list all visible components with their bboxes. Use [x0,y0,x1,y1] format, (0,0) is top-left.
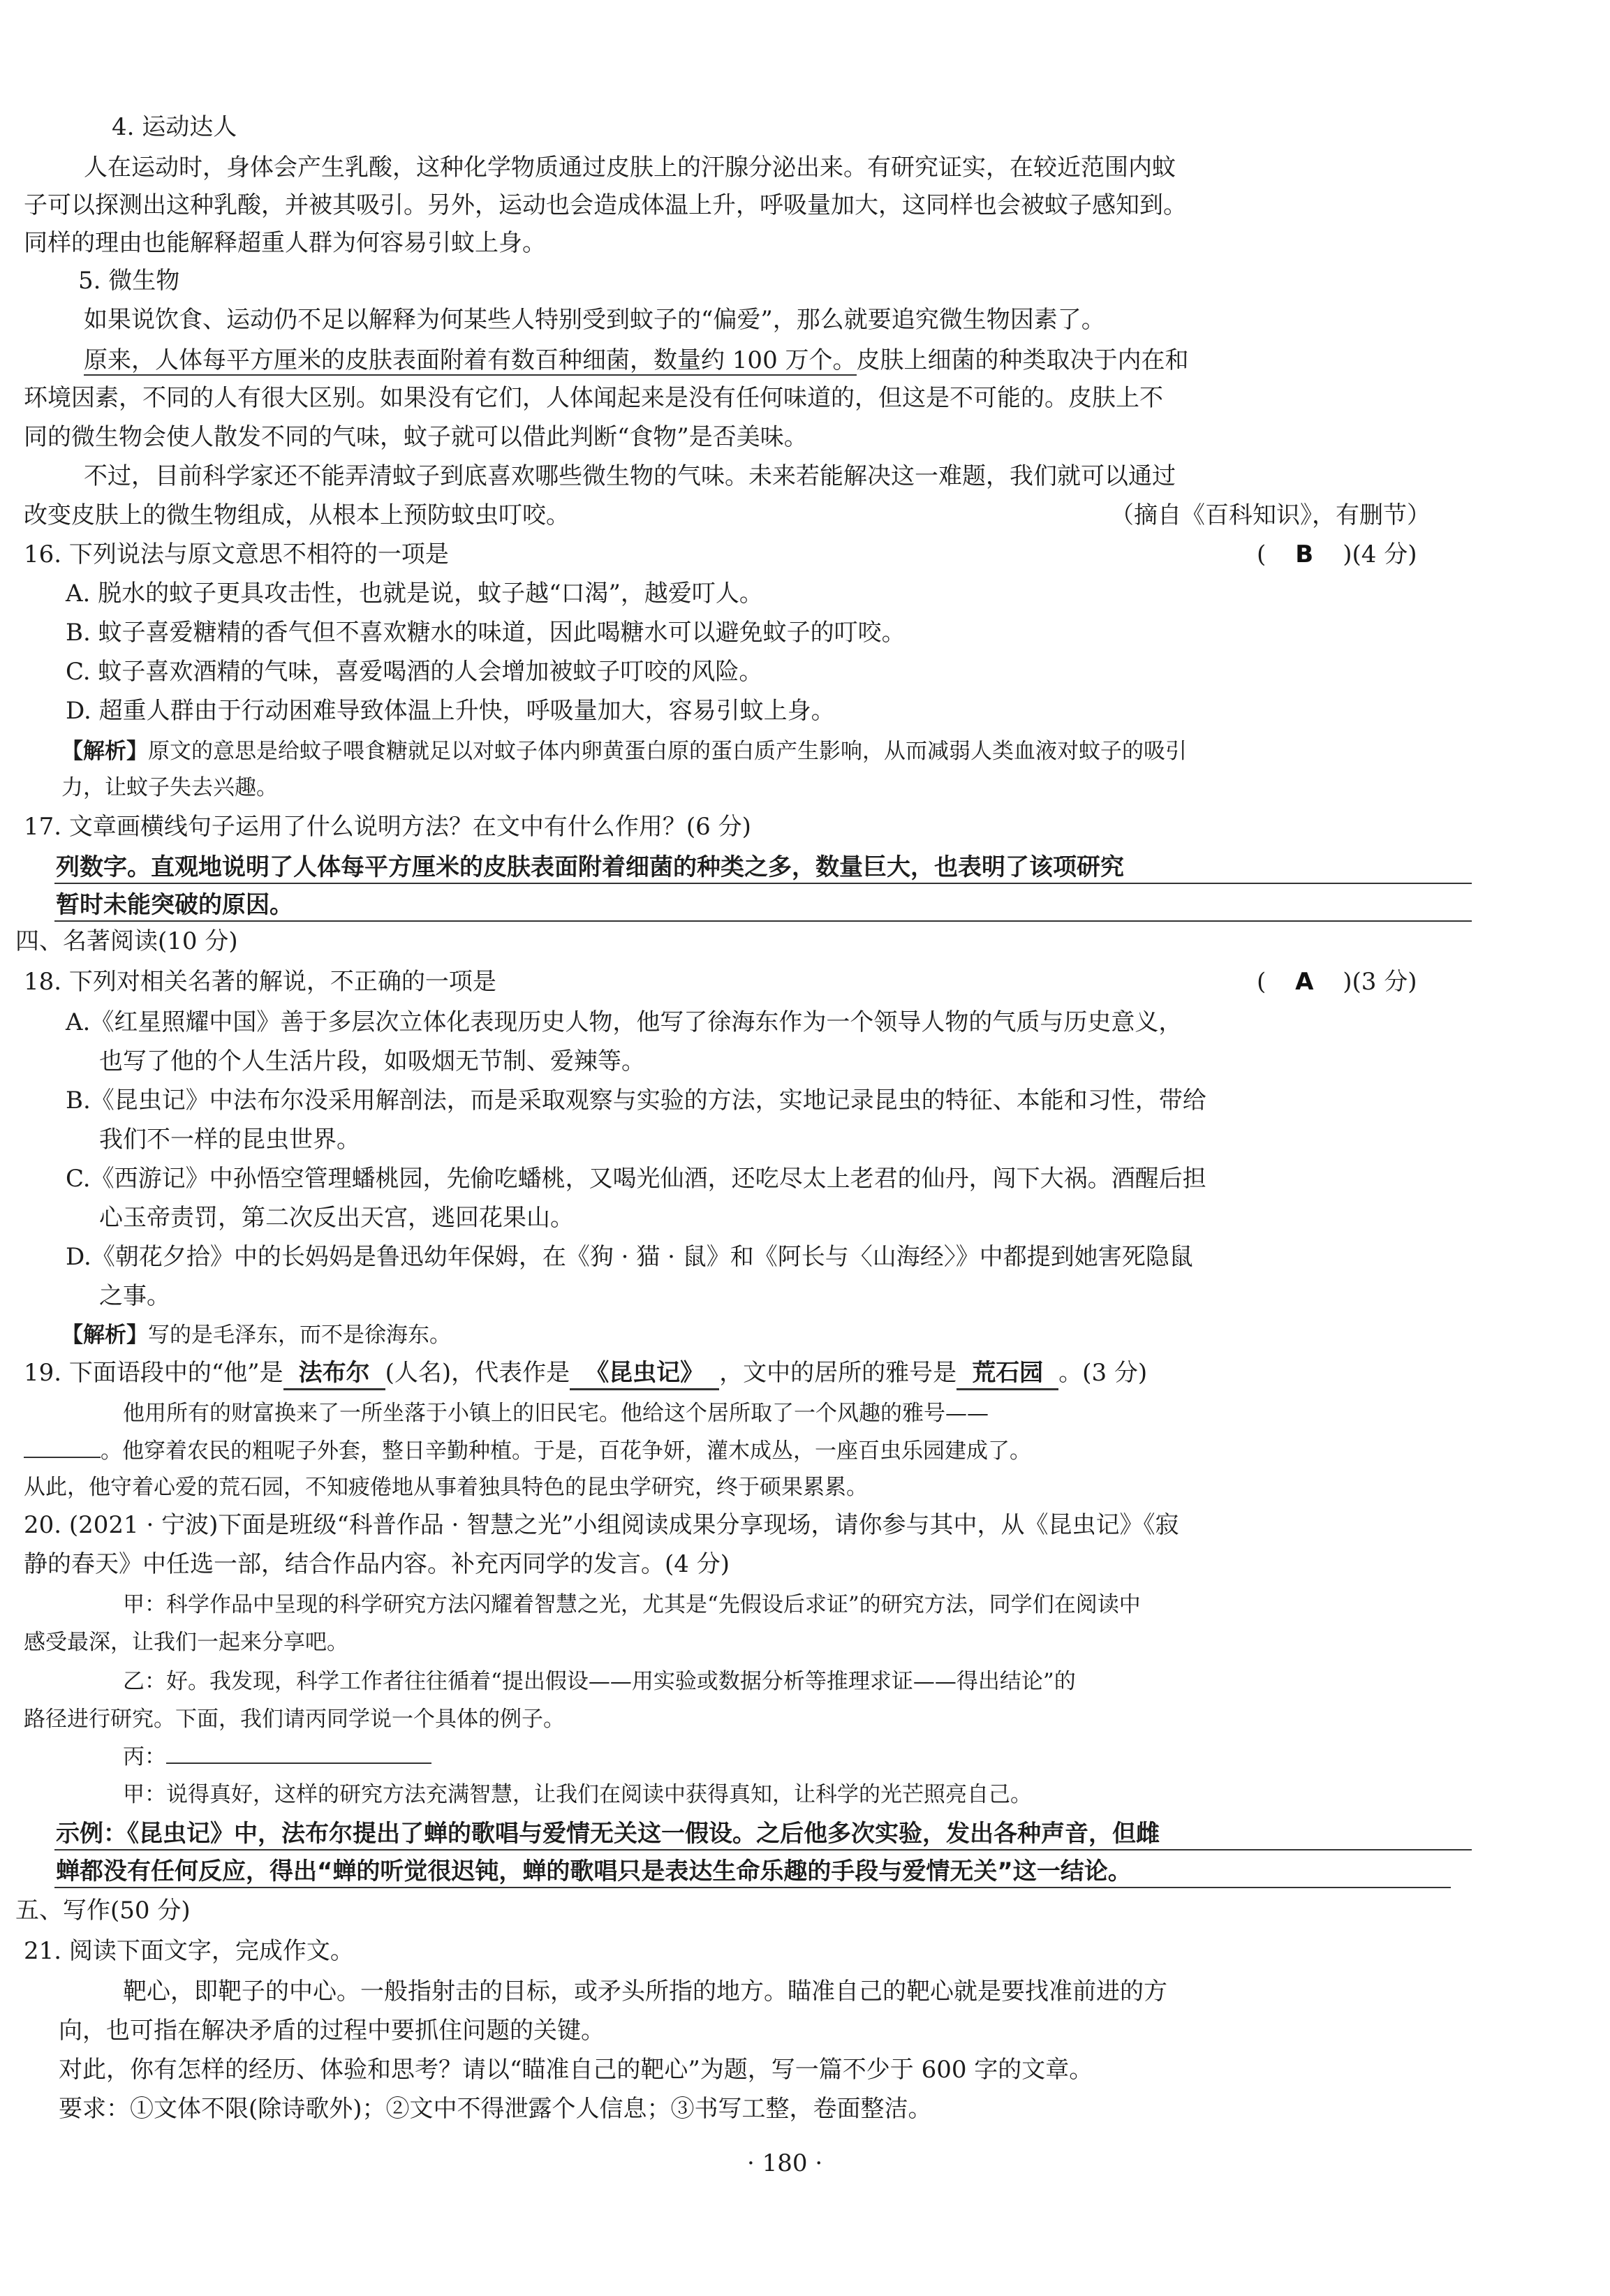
dialogue-line: 甲：科学作品中呈现的科学研究方法闪耀着智慧之光，尤其是“先假设后求证”的研究方法，同学们在阅读中 [123,1592,1141,1617]
passage-text: 。他穿着农民的粗呢子外套，整日辛勤种植。于是，百花争妍，灌木成丛，一座百虫乐园建成了。 [101,1438,1031,1464]
analysis-line [61,1320,451,1351]
question-16-points: (4 分) [1352,540,1417,568]
prompt-line: 靶心，即靶子的中心。一般指射击的目标，或矛头所指的地方。瞄准自己的靶心就是要找准前进的方 [123,1978,1167,2006]
paragraph-line: 同的微生物会使人散发不同的气味，蚊子就可以借此判断“食物”是否美味。 [24,423,808,451]
paragraph-line: 改变皮肤上的微生物组成，从根本上预防蚊虫叮咬。 [24,501,570,529]
dialogue-line: 乙：好。我发现，科学工作者往往循着“提出假设——用实验或数据分析等推理求证——得出结论”的 [123,1669,1076,1694]
answer-rule [54,1849,1472,1850]
option-line: D. 超重人群由于行动困难导致体温上升快，呼吸量加大，容易引蚊上身。 [66,697,835,725]
speaker-label: 丙： [123,1744,166,1769]
question-20-answer-line: 蝉都没有任何反应，得出“蝉的听觉很迟钝，蝉的歌唱只是表达生命乐趣的手段与爱情无关”这一结论。 [56,1857,1132,1885]
question-19-text: ，文中的居所的雅号是 [719,1359,957,1387]
section-5-title: 5. 微生物 [78,267,180,295]
passage-line: 从此，他守着心爱的荒石园，不知疲倦地从事着独具特色的昆虫学研究，终于硕果累累。 [24,1475,868,1500]
question-20-stem: 静的春天》中任选一部，结合作品内容。补充丙同学的发言。(4 分) [24,1550,730,1578]
answer-rule [54,883,1472,884]
paragraph-line: 如果说饮食、运动仍不足以解释为何某些人特别受到蚊子的“偏爱”，那么就要追究微生物因素了。 [84,306,1105,334]
source-citation: （摘自《百科知识》，有删节） [1110,501,1431,529]
paragraph-line: 子可以探测出这种乳酸，并被其吸引。另外，运动也会造成体温上升，呼吸量加大，这同样也会被蚊子感知到。 [24,191,1187,219]
option-line: 之事。 [99,1282,170,1310]
question-18-answer: A [1295,968,1314,996]
question-20-answer-line: 示例：《昆虫记》中，法布尔提出了蝉的歌唱与爱情无关这一假设。之后他多次实验，发出各种声音，但雌 [56,1820,1160,1848]
fill-blank [166,1742,431,1764]
option-line: 心玉帝责罚，第二次反出天宫，逃回花果山。 [99,1204,574,1232]
question-19-answer-work: 《昆虫记》 [570,1357,719,1390]
question-20-stem: 20. (2021 · 宁波)下面是班级“科普作品 · 智慧之光”小组阅读成果分享现场，请你参与其中，从《昆虫记》《寂 [24,1511,1179,1539]
question-16-stem: 16. 下列说法与原文意思不相符的一项是 [24,540,449,568]
analysis-tag: 【解析】 [61,1323,148,1348]
option-line: 也写了他的个人生活片段，如吸烟无节制、爱辣等。 [99,1047,645,1075]
option-line: B. 蚊子喜爱糖精的香气但不喜欢糖水的味道，因此喝糖水可以避免蚊子的叮咬。 [66,619,906,647]
paragraph-line: 不过，目前科学家还不能弄清蚊子到底喜欢哪些微生物的气味。未来若能解决这一难题，我们就可以通过 [84,462,1176,490]
question-17-answer-line: 列数字。直观地说明了人体每平方厘米的皮肤表面附着细菌的种类之多，数量巨大，也表明了该项研究 [56,853,1124,881]
passage-line [24,1436,1031,1466]
question-19-answer-residence: 荒石园 [957,1357,1058,1390]
question-16-answer: B [1295,540,1314,568]
question-18-points: (3 分) [1352,968,1417,996]
question-19-text: (人名)，代表作是 [385,1359,570,1387]
fill-blank [24,1436,101,1458]
dialogue-line: 路径进行研究。下面，我们请丙同学说一个具体的例子。 [24,1707,565,1732]
section-five-heading: 五、写作(50 分) [15,1897,191,1925]
answer-rule [54,1887,1451,1888]
question-18-stem: 18. 下列对相关名著的解说，不正确的一项是 [24,968,496,996]
prompt-line: 要求：①文体不限(除诗歌外)；②文中不得泄露个人信息；③书写工整，卷面整洁。 [59,2095,932,2123]
analysis-text: 原文的意思是给蚊子喂食糖就足以对蚊子体内卵黄蛋白原的蛋白质产生影响，从而减弱人类血液对蚊子的吸引 [148,739,1187,764]
section-four-heading: 四、名著阅读(10 分) [15,927,238,955]
analysis-line: 力，让蚊子失去兴趣。 [61,775,278,800]
option-line: C. 蚊子喜欢酒精的气味，喜爱喝酒的人会增加被蚊子叮咬的风险。 [66,658,763,686]
paragraph-line: 同样的理由也能解释超重人群为何容易引蚊上身。 [24,229,546,257]
question-18-answer-box: ( A )(3 分) [1257,968,1417,996]
page-number: · 180 · [747,2149,823,2177]
dialogue-line: 甲：说得真好，这样的研究方法充满智慧，让我们在阅读中获得真知，让科学的光芒照亮自己。 [123,1782,1032,1807]
prompt-line: 向，也可指在解决矛盾的过程中要抓住问题的关键。 [59,2017,605,2045]
prompt-line: 对此，你有怎样的经历、体验和思考？请以“瞄准自己的靶心”为题，写一篇不少于 600 字的文章。 [59,2056,1093,2084]
option-line: A.《红星照耀中国》善于多层次立体化表现历史人物，他写了徐海东作为一个领导人物的气质与历史意义， [66,1008,1183,1036]
section-4-title: 4. 运动达人 [112,113,237,141]
question-17-answer-line: 暂时未能突破的原因。 [56,891,293,919]
question-19-points: 。(3 分) [1058,1359,1148,1387]
question-19-stem [24,1357,1147,1390]
question-16-answer-box: ( B )(4 分) [1257,540,1417,568]
option-line: B.《昆虫记》中法布尔没采用解剖法，而是采取观察与实验的方法，实地记录昆虫的特征、本能和习性，带给 [66,1087,1206,1114]
question-17-stem: 17. 文章画横线句子运用了什么说明方法？在文中有什么作用？(6 分) [24,813,751,841]
underlined-sentence: 原来，人体每平方厘米的皮肤表面附着有数百种细菌，数量约 100 万个。 [84,346,857,374]
dialogue-line [123,1742,431,1772]
paragraph-line: 人在运动时，身体会产生乳酸，这种化学物质通过皮肤上的汗腺分泌出来。有研究证实，在较近范围内蚊 [84,154,1176,182]
paragraph-text: 皮肤上细菌的种类取决于内在和 [856,346,1189,374]
option-line: D.《朝花夕拾》中的长妈妈是鲁迅幼年保姆，在《狗 · 猫 · 鼠》和《阿长与〈山海经〉》中都提到她害死隐鼠 [66,1243,1193,1271]
dialogue-line: 感受最深，让我们一起来分享吧。 [24,1630,348,1655]
question-19-text: 19. 下面语段中的“他”是 [24,1359,283,1387]
paragraph-line [84,345,1189,376]
option-line: A. 脱水的蚊子更具攻击性，也就是说，蚊子越“口渴”，越爱叮人。 [66,580,763,608]
passage-line: 他用所有的财富换来了一所坐落于小镇上的旧民宅。他给这个居所取了一个风趣的雅号—— [123,1401,989,1426]
answer-rule [54,920,1472,922]
option-line: C.《西游记》中孙悟空管理蟠桃园，先偷吃蟠桃，又喝光仙酒，还吃尽太上老君的仙丹，闯下大祸。酒醒后担 [66,1165,1206,1193]
analysis-tag: 【解析】 [61,739,148,764]
analysis-text: 写的是毛泽东，而不是徐海东。 [148,1323,451,1348]
paragraph-line: 环境因素，不同的人有很大区别。如果没有它们，人体闻起来是没有任何味道的，但这是不可能的。皮肤上不 [24,384,1163,412]
analysis-line [61,736,1187,767]
question-21-stem: 21. 阅读下面文字，完成作文。 [24,1937,354,1965]
option-line: 我们不一样的昆虫世界。 [99,1126,360,1154]
question-19-answer-name: 法布尔 [283,1357,385,1390]
